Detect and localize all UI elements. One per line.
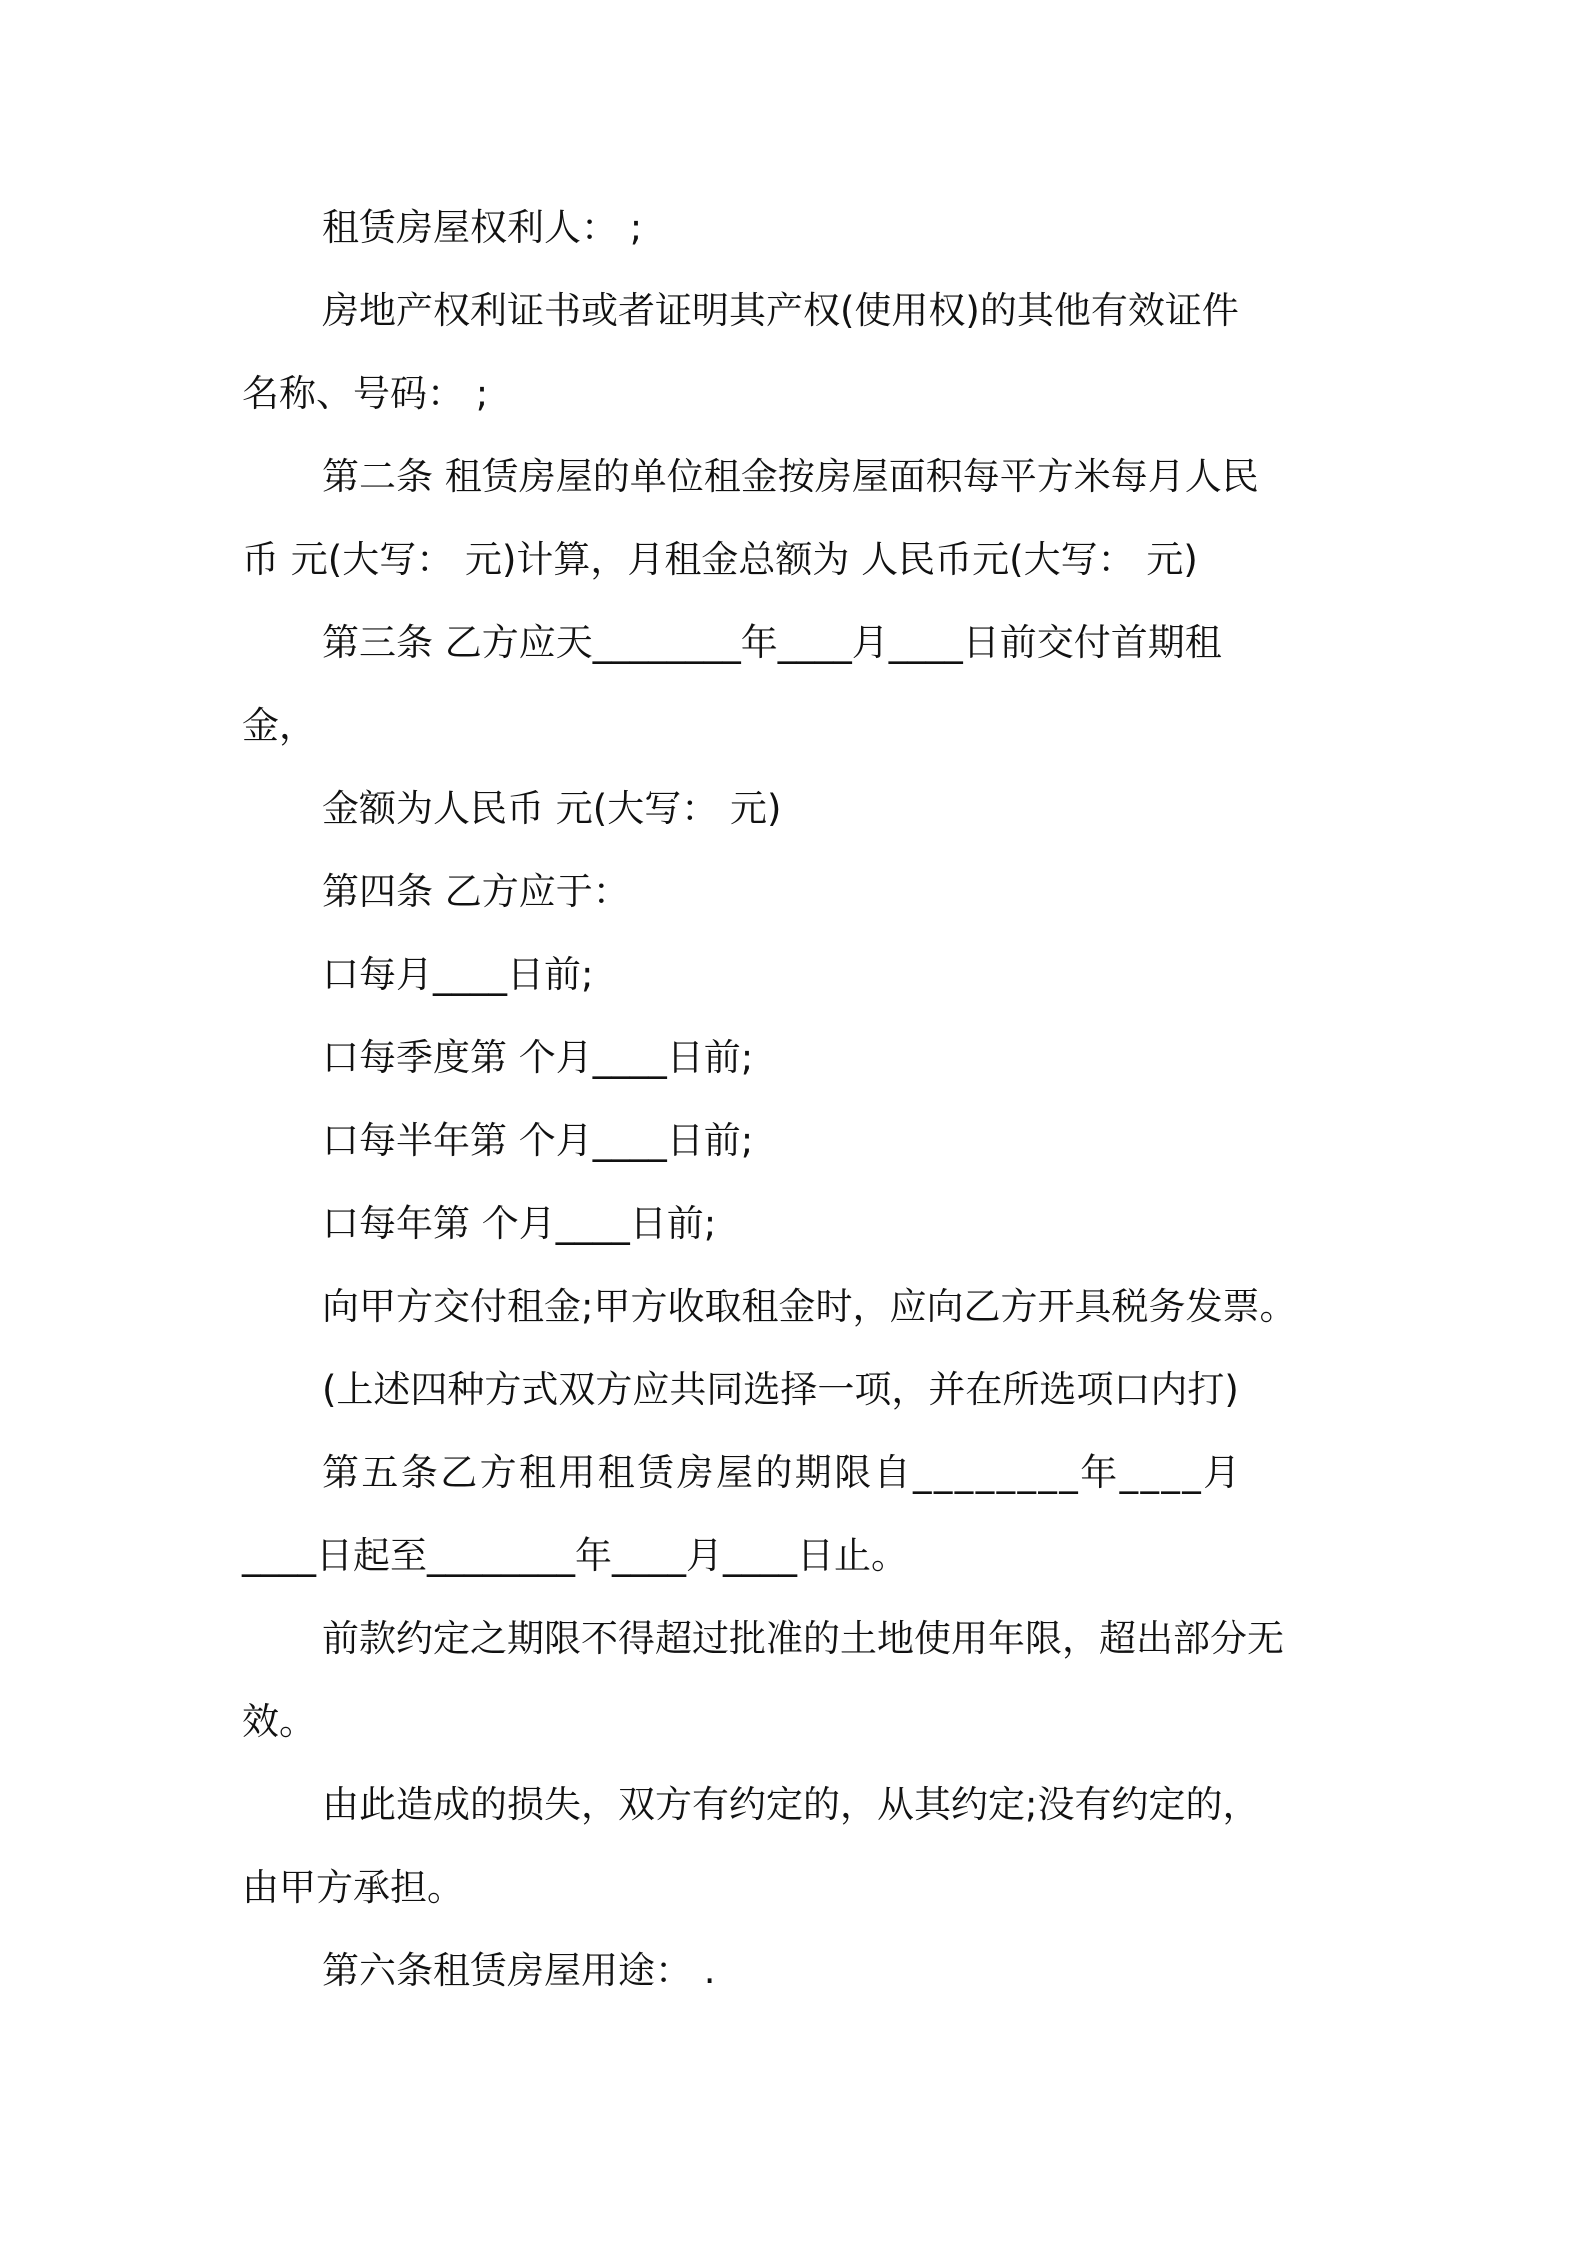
text-line: 金额为人民币 元(大写： 元): [322, 787, 782, 830]
text-line: 第三条 乙方应天________年____月____日前交付首期租: [322, 621, 1222, 664]
text-line: ____日起至________年____月____日止。: [242, 1534, 908, 1577]
text-line: 由此造成的损失，双方有约定的，从其约定;没有约定的，: [322, 1783, 1260, 1826]
text-line: 效。: [242, 1700, 316, 1743]
text-line: 房地产权利证书或者证明其产权(使用权)的其他有效证件: [322, 289, 1239, 332]
text-line: 口每年第 个月____日前;: [322, 1202, 717, 1245]
text-line: 口每半年第 个月____日前;: [322, 1119, 754, 1162]
text-line: 金，: [242, 704, 316, 747]
text-line: 币 元(大写： 元)计算，月租金总额为 人民币元(大写： 元): [242, 538, 1198, 581]
text-line: 前款约定之期限不得超过批准的土地使用年限，超出部分无: [322, 1617, 1284, 1660]
text-line: 由甲方承担。: [242, 1866, 464, 1909]
text-line: 口每季度第 个月____日前;: [322, 1036, 754, 1079]
text-line: 向甲方交付租金;甲方收取租金时，应向乙方开具税务发票。: [322, 1285, 1297, 1328]
text-line: 第六条租赁房屋用途： .: [322, 1949, 716, 1992]
text-line: 租赁房屋权利人： ;: [322, 206, 643, 249]
text-line: (上述四种方式双方应共同选择一项，并在所选项口内打): [322, 1368, 1239, 1411]
text-line: 第五条乙方租用租赁房屋的期限自________年____月: [322, 1451, 1243, 1494]
text-line: 第二条 租赁房屋的单位租金按房屋面积每平方米每月人民: [322, 455, 1259, 498]
text-line: 名称、号码： ;: [242, 372, 489, 415]
text-line: 口每月____日前;: [322, 953, 594, 996]
text-line: 第四条 乙方应于：: [322, 870, 630, 913]
